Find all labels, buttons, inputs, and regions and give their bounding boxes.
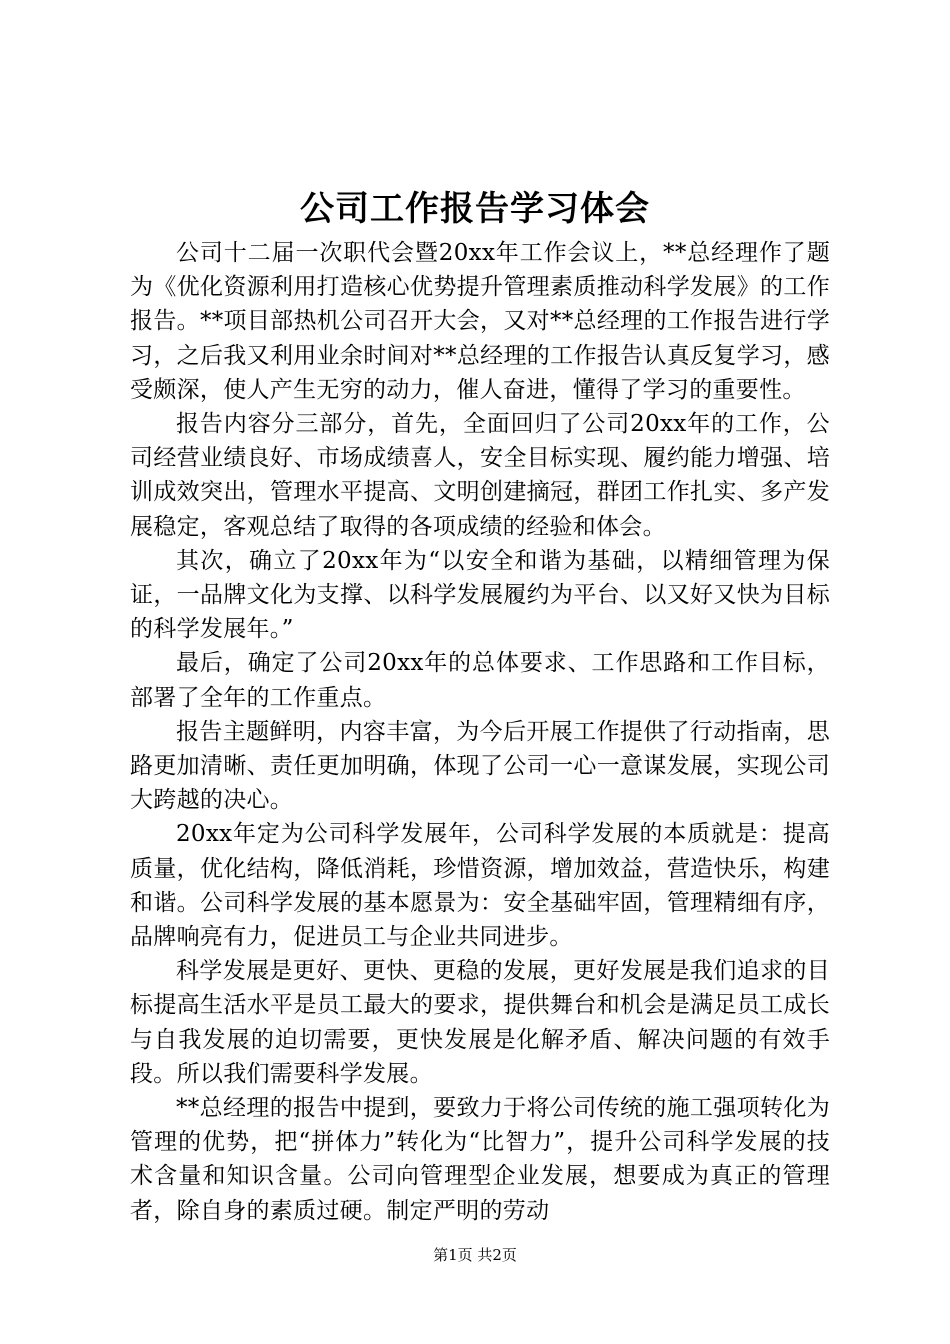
paragraph: 科学发展是更好、更快、更稳的发展，更好发展是我们追求的目标提高生活水平是员工最大的要求，提供舞台和机会是满足员工成长与自我发展的迫切需要，更快发展是化解矛盾、解决问题的有效手段。所以我们需要科学发展。 <box>130 958 830 1087</box>
paragraph: **总经理的报告中提到，要致力于将公司传统的施工强项转化为管理的优势，把“拼体力”转化为“比智力”，提升公司科学发展的技术含量和知识含量。公司向管理型企业发展，想要成为真正的管理者，除自身的素质过硬。制定严明的劳动 <box>130 1095 830 1224</box>
paragraph: 其次，确立了20xx年为“以安全和谐为基础，以精细管理为保证，一品牌文化为支撑、以科学发展履约为平台、以又好又快为目标的科学发展年。” <box>130 547 830 643</box>
document-body <box>130 236 830 1228</box>
paragraph: 最后，确定了公司20xx年的总体要求、工作思路和工作目标，部署了全年的工作重点。 <box>130 650 830 711</box>
paragraph: 报告主题鲜明，内容丰富，为今后开展工作提供了行动指南，思路更加清晰、责任更加明确，体现了公司一心一意谋发展，实现公司大跨越的决心。 <box>130 718 830 814</box>
paragraph: 20xx年定为公司科学发展年，公司科学发展的本质就是：提高质量，优化结构，降低消耗，珍惜资源，增加效益，营造快乐，构建和谐。公司科学发展的基本愿景为：安全基础牢固，管理精细有序，品牌响亮有力，促进员工与企业共同进步。 <box>130 821 830 951</box>
page-number-footer: 第1页 共2页 <box>433 1246 517 1264</box>
paragraph: 报告内容分三部分，首先，全面回归了公司20xx年的工作，公司经营业绩良好、市场成绩喜人，安全目标实现、履约能力增强、培训成效突出，管理水平提高、文明创建摘冠，群团工作扎实、多产发展稳定，客观总结了取得的各项成绩的经验和体会。 <box>130 411 830 540</box>
document-title: 公司工作报告学习体会 <box>300 189 650 229</box>
paragraph: 公司十二届一次职代会暨20xx年工作会议上，**总经理作了题为《优化资源利用打造核心优势提升管理素质推动科学发展》的工作报告。**项目部热机公司召开大会，又对**总经理的工作报告进行学习，之后我又利用业余时间对**总经理的工作报告认真反复学习，感受颇深，使人产生无穷的动力，催人奋进，懂得了学习的重要性。 <box>130 240 830 403</box>
